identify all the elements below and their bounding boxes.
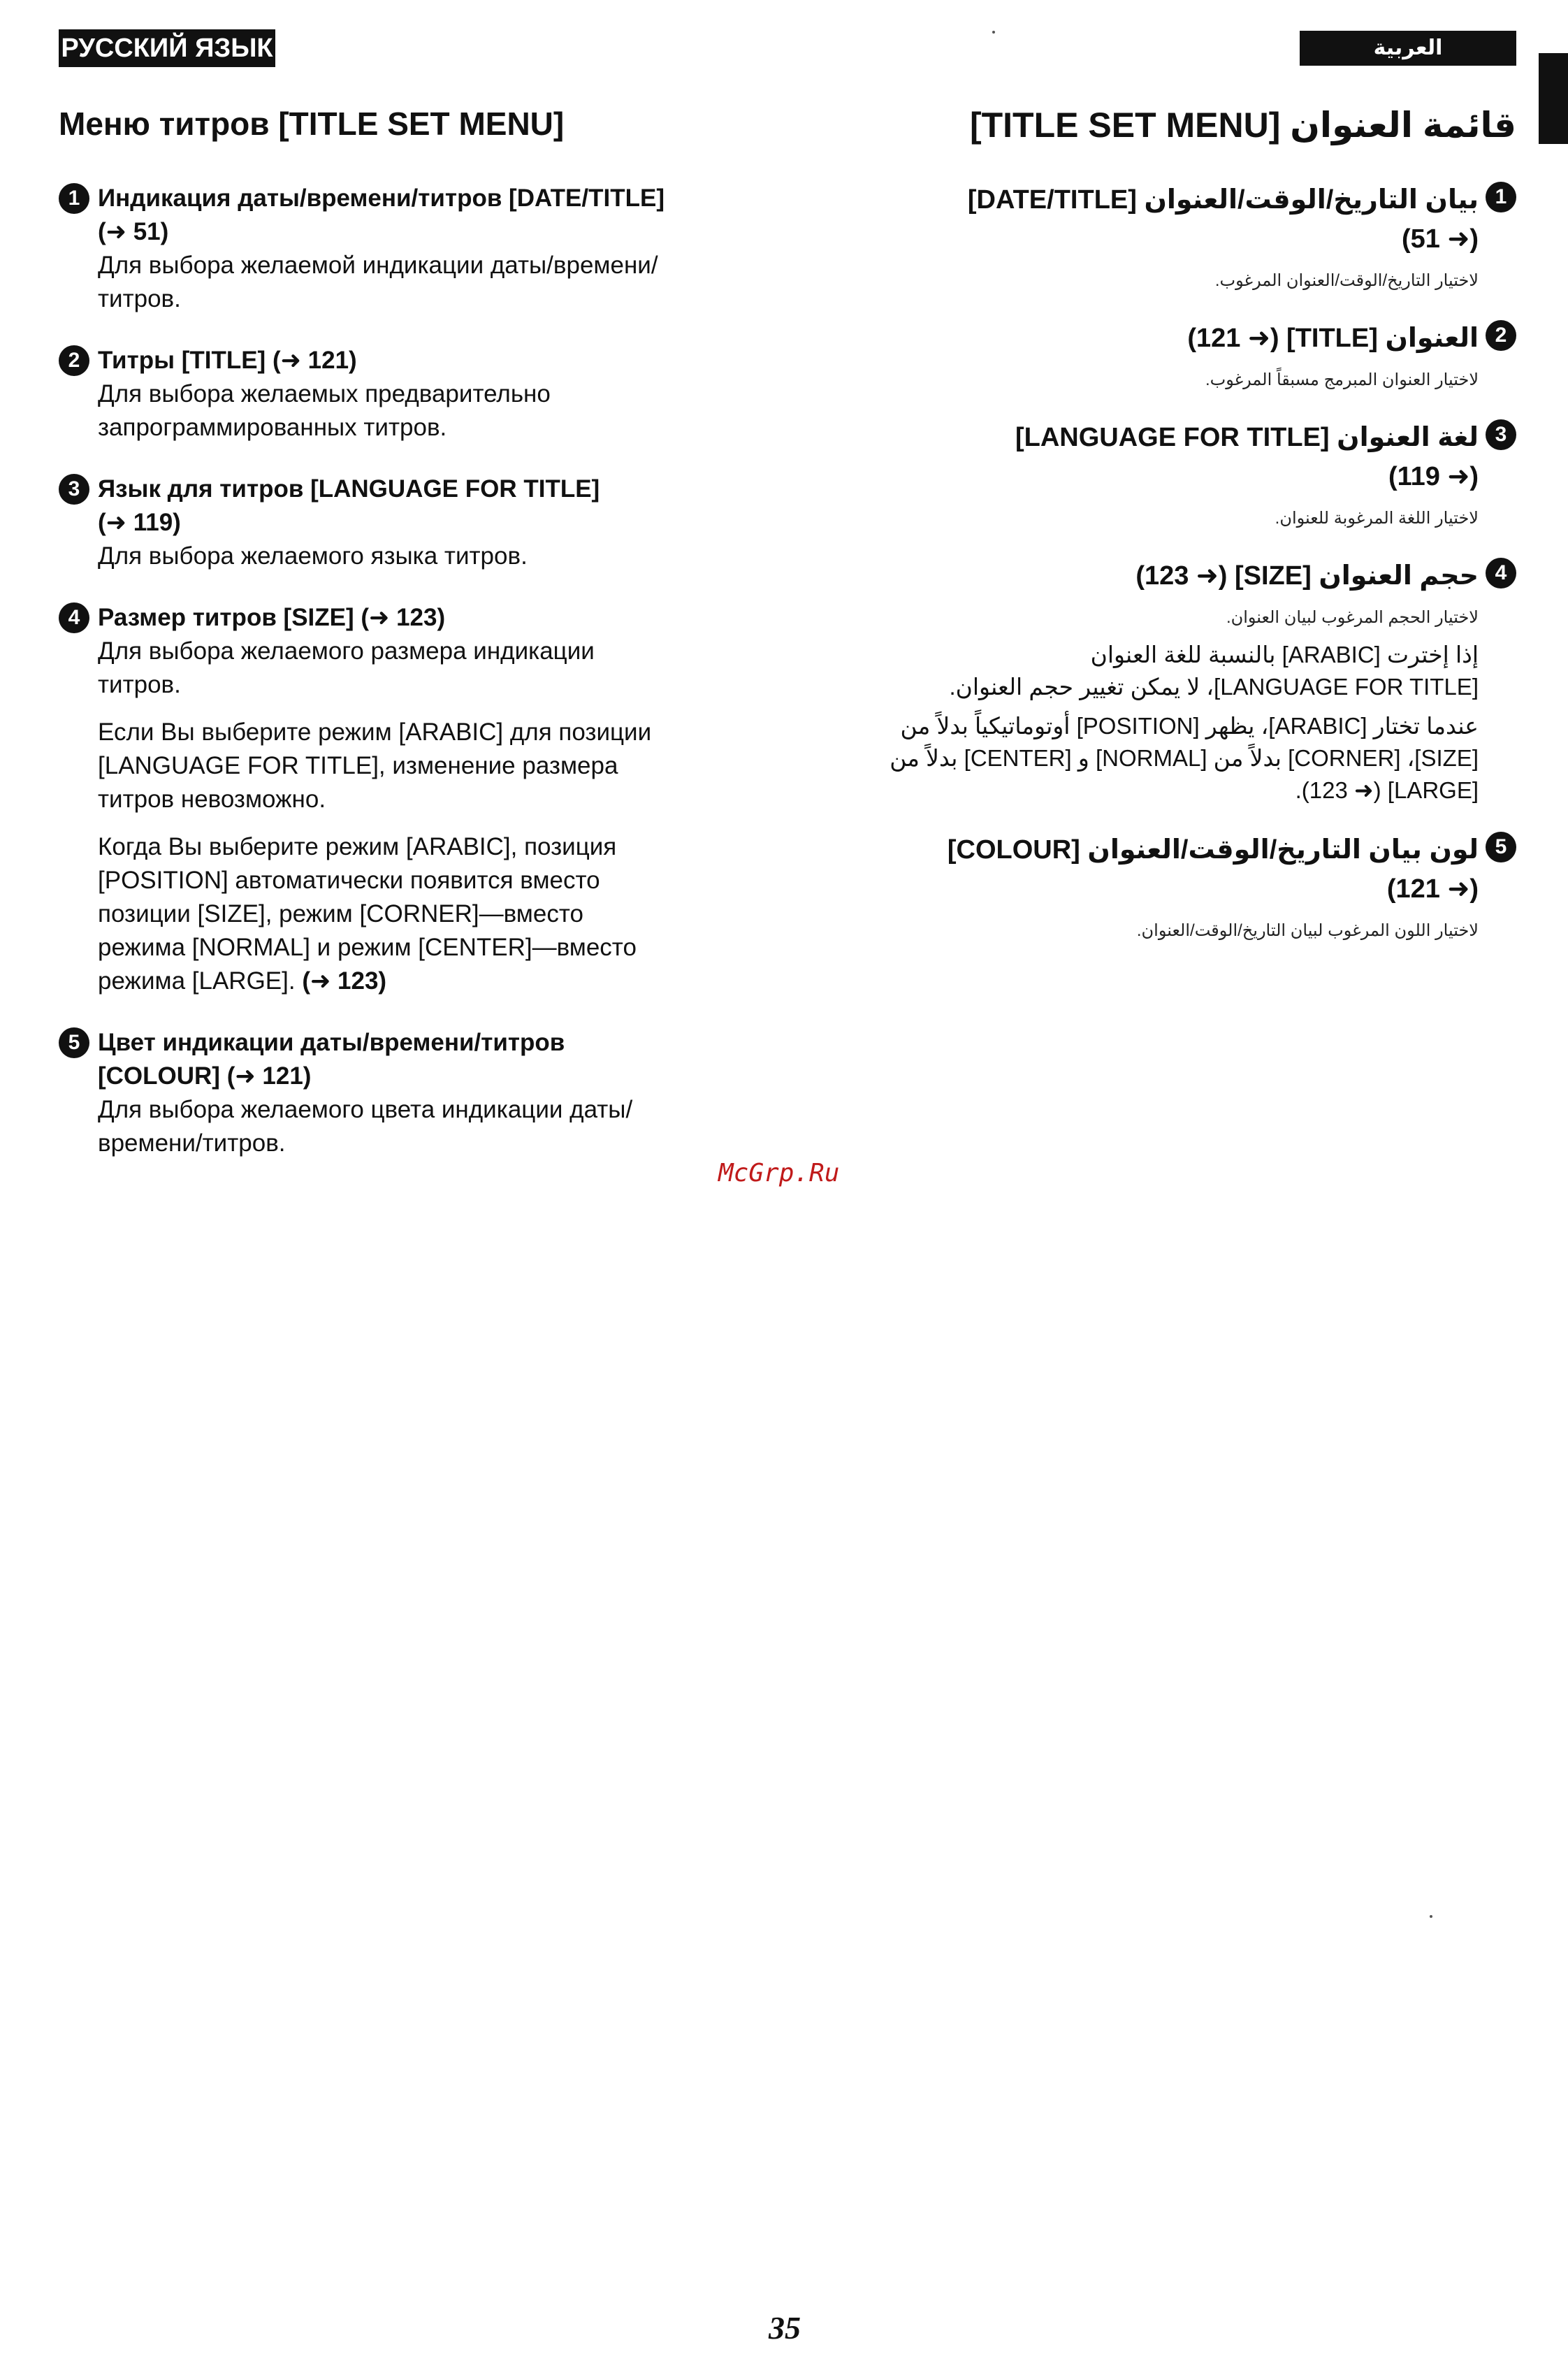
ru-note-line: титров невозможно.: [98, 786, 326, 813]
ar-item-heading: لغة العنوان [LANGUAGE FOR TITLE]: [1015, 423, 1479, 452]
number-2-icon: 2: [59, 345, 89, 376]
arabic-page-title: قائمة العنوان [TITLE SET MENU]: [969, 106, 1516, 145]
ru-note-line: [98, 965, 729, 998]
ru-note-line: позиции [SIZE], режим [CORNER]—вместо: [98, 900, 583, 927]
ru-item-desc: времени/титров.: [98, 1129, 286, 1157]
ar-item-heading: لون بيان التاريخ/الوقت/العنوان [COLOUR]: [947, 835, 1479, 865]
ru-item-heading: Титры [TITLE] (➜ 121): [98, 347, 357, 374]
ar-item-heading: حجم العنوان [SIZE] (➜ 123): [1135, 561, 1479, 591]
ar-item-desc: لاختيار العنوان المبرمج مسبقاً المرغوب.: [1205, 370, 1479, 389]
page-number: 35: [769, 2310, 801, 2346]
ar-item-desc: لاختيار الحجم المرغوب لبيان العنوان.: [1226, 608, 1479, 627]
ru-item-size: [59, 601, 729, 998]
ru-note-arabic-position: [98, 830, 729, 998]
ar-note-line: [LANGUAGE FOR TITLE]، لا يمكن تغيير حجم العنوان.: [949, 674, 1479, 700]
russian-column: [59, 98, 729, 1160]
ru-item-ref: (➜ 119): [98, 509, 181, 536]
ru-item-language: [59, 472, 729, 573]
ru-item-title: [59, 344, 729, 445]
ru-note-line: Когда Вы выберите режим [ARABIC], позиция: [98, 833, 617, 860]
ar-note-arabic-size: [839, 639, 1479, 703]
ru-item-date-title: [59, 182, 729, 316]
arabic-column: [839, 98, 1516, 945]
page-edge-tab: [1539, 53, 1568, 144]
ru-item-heading: Язык для титров [LANGUAGE FOR TITLE]: [98, 475, 600, 503]
ru-item-desc: Для выбора желаемой индикации даты/времени/: [98, 252, 658, 279]
language-label-russian: РУССКИЙ ЯЗЫК: [59, 29, 275, 67]
ar-item-desc: لاختيار اللون المرغوب لبيان التاريخ/الوقت/العنوان.: [1136, 921, 1479, 940]
ar-item-ref: (➜ 51): [1402, 224, 1479, 254]
ar-item-desc: لاختيار اللغة المرغوبة للعنوان.: [1275, 509, 1479, 528]
ru-note-line: режима [NORMAL] и режим [CENTER]—вместо: [98, 934, 637, 961]
number-4-icon: 4: [59, 602, 89, 633]
ar-note-line: عندما تختار [ARABIC]، يظهر [POSITION] أوتوماتيكياً بدلاً من: [900, 713, 1479, 739]
ar-item-heading: بيان التاريخ/الوقت/العنوان [DATE/TITLE]: [967, 185, 1479, 215]
number-3-icon: 3: [59, 474, 89, 505]
ar-item-ref: (➜ 121): [1386, 874, 1479, 904]
ar-item-colour: [839, 830, 1516, 945]
ru-item-desc: титров.: [98, 671, 181, 698]
ar-item-language: [839, 418, 1516, 533]
ru-item-desc: запрограммированных титров.: [98, 414, 447, 441]
ru-item-desc: Для выбора желаемого языка титров.: [98, 542, 528, 570]
ar-item-ref: (➜ 119): [1388, 462, 1479, 491]
ar-note-line: [LARGE] (➜ 123).: [1295, 777, 1479, 803]
number-1-icon: 1: [59, 183, 89, 214]
ru-note-text: режима [LARGE].: [98, 967, 296, 995]
ru-item-ref: (➜ 51): [98, 218, 169, 245]
language-label-arabic: العربية: [1300, 31, 1516, 66]
number-5-icon: 5: [1486, 832, 1516, 862]
number-1-icon: 1: [1486, 182, 1516, 212]
ru-item-desc: титров.: [98, 285, 181, 312]
ru-note-line: Если Вы выберите режим [ARABIC] для позиции: [98, 719, 652, 746]
ru-item-heading: Индикация даты/времени/титров [DATE/TITLE]: [98, 185, 665, 212]
ar-note-arabic-position: [839, 710, 1479, 807]
ar-item-title: [839, 319, 1516, 394]
ar-item-heading: العنوان [TITLE] (➜ 121): [1187, 324, 1479, 353]
ru-note-ref: (➜ 123): [302, 967, 387, 995]
ar-note-line: [SIZE]، [CORNER] بدلاً من [NORMAL] و [CENTER] بدلاً من: [890, 745, 1479, 771]
number-2-icon: 2: [1486, 320, 1516, 351]
ru-item-desc: Для выбора желаемого размера индикации: [98, 637, 595, 665]
ru-note-line: [LANGUAGE FOR TITLE], изменение размера: [98, 752, 618, 779]
ru-note-line: [POSITION] автоматически появится вместо: [98, 867, 600, 894]
ru-item-desc: Для выбора желаемого цвета индикации даты/: [98, 1096, 633, 1123]
scan-speck: [992, 31, 995, 34]
ar-item-desc: لاختيار التاريخ/الوقت/العنوان المرغوب.: [1214, 271, 1479, 290]
ru-item-desc: Для выбора желаемых предварительно: [98, 380, 551, 407]
watermark: McGrp.Ru: [718, 1159, 840, 1187]
ar-note-line: إذا إخترت [ARABIC] بالنسبة للغة العنوان: [1090, 642, 1479, 667]
number-4-icon: 4: [1486, 558, 1516, 588]
russian-page-title: Меню титров [TITLE SET MENU]: [59, 106, 565, 142]
scan-speck: [1430, 1915, 1432, 1918]
ru-item-heading: Цвет индикации даты/времени/титров: [98, 1029, 565, 1056]
ru-item-heading: Размер титров [SIZE] (➜ 123): [98, 604, 446, 631]
ru-item-ref: [COLOUR] (➜ 121): [98, 1062, 312, 1090]
ar-item-date-title: [839, 180, 1516, 295]
number-3-icon: 3: [1486, 419, 1516, 450]
ru-item-colour: [59, 1026, 729, 1160]
ru-note-arabic-size: [98, 716, 729, 816]
number-5-icon: 5: [59, 1027, 89, 1058]
ar-item-size: [839, 556, 1516, 807]
